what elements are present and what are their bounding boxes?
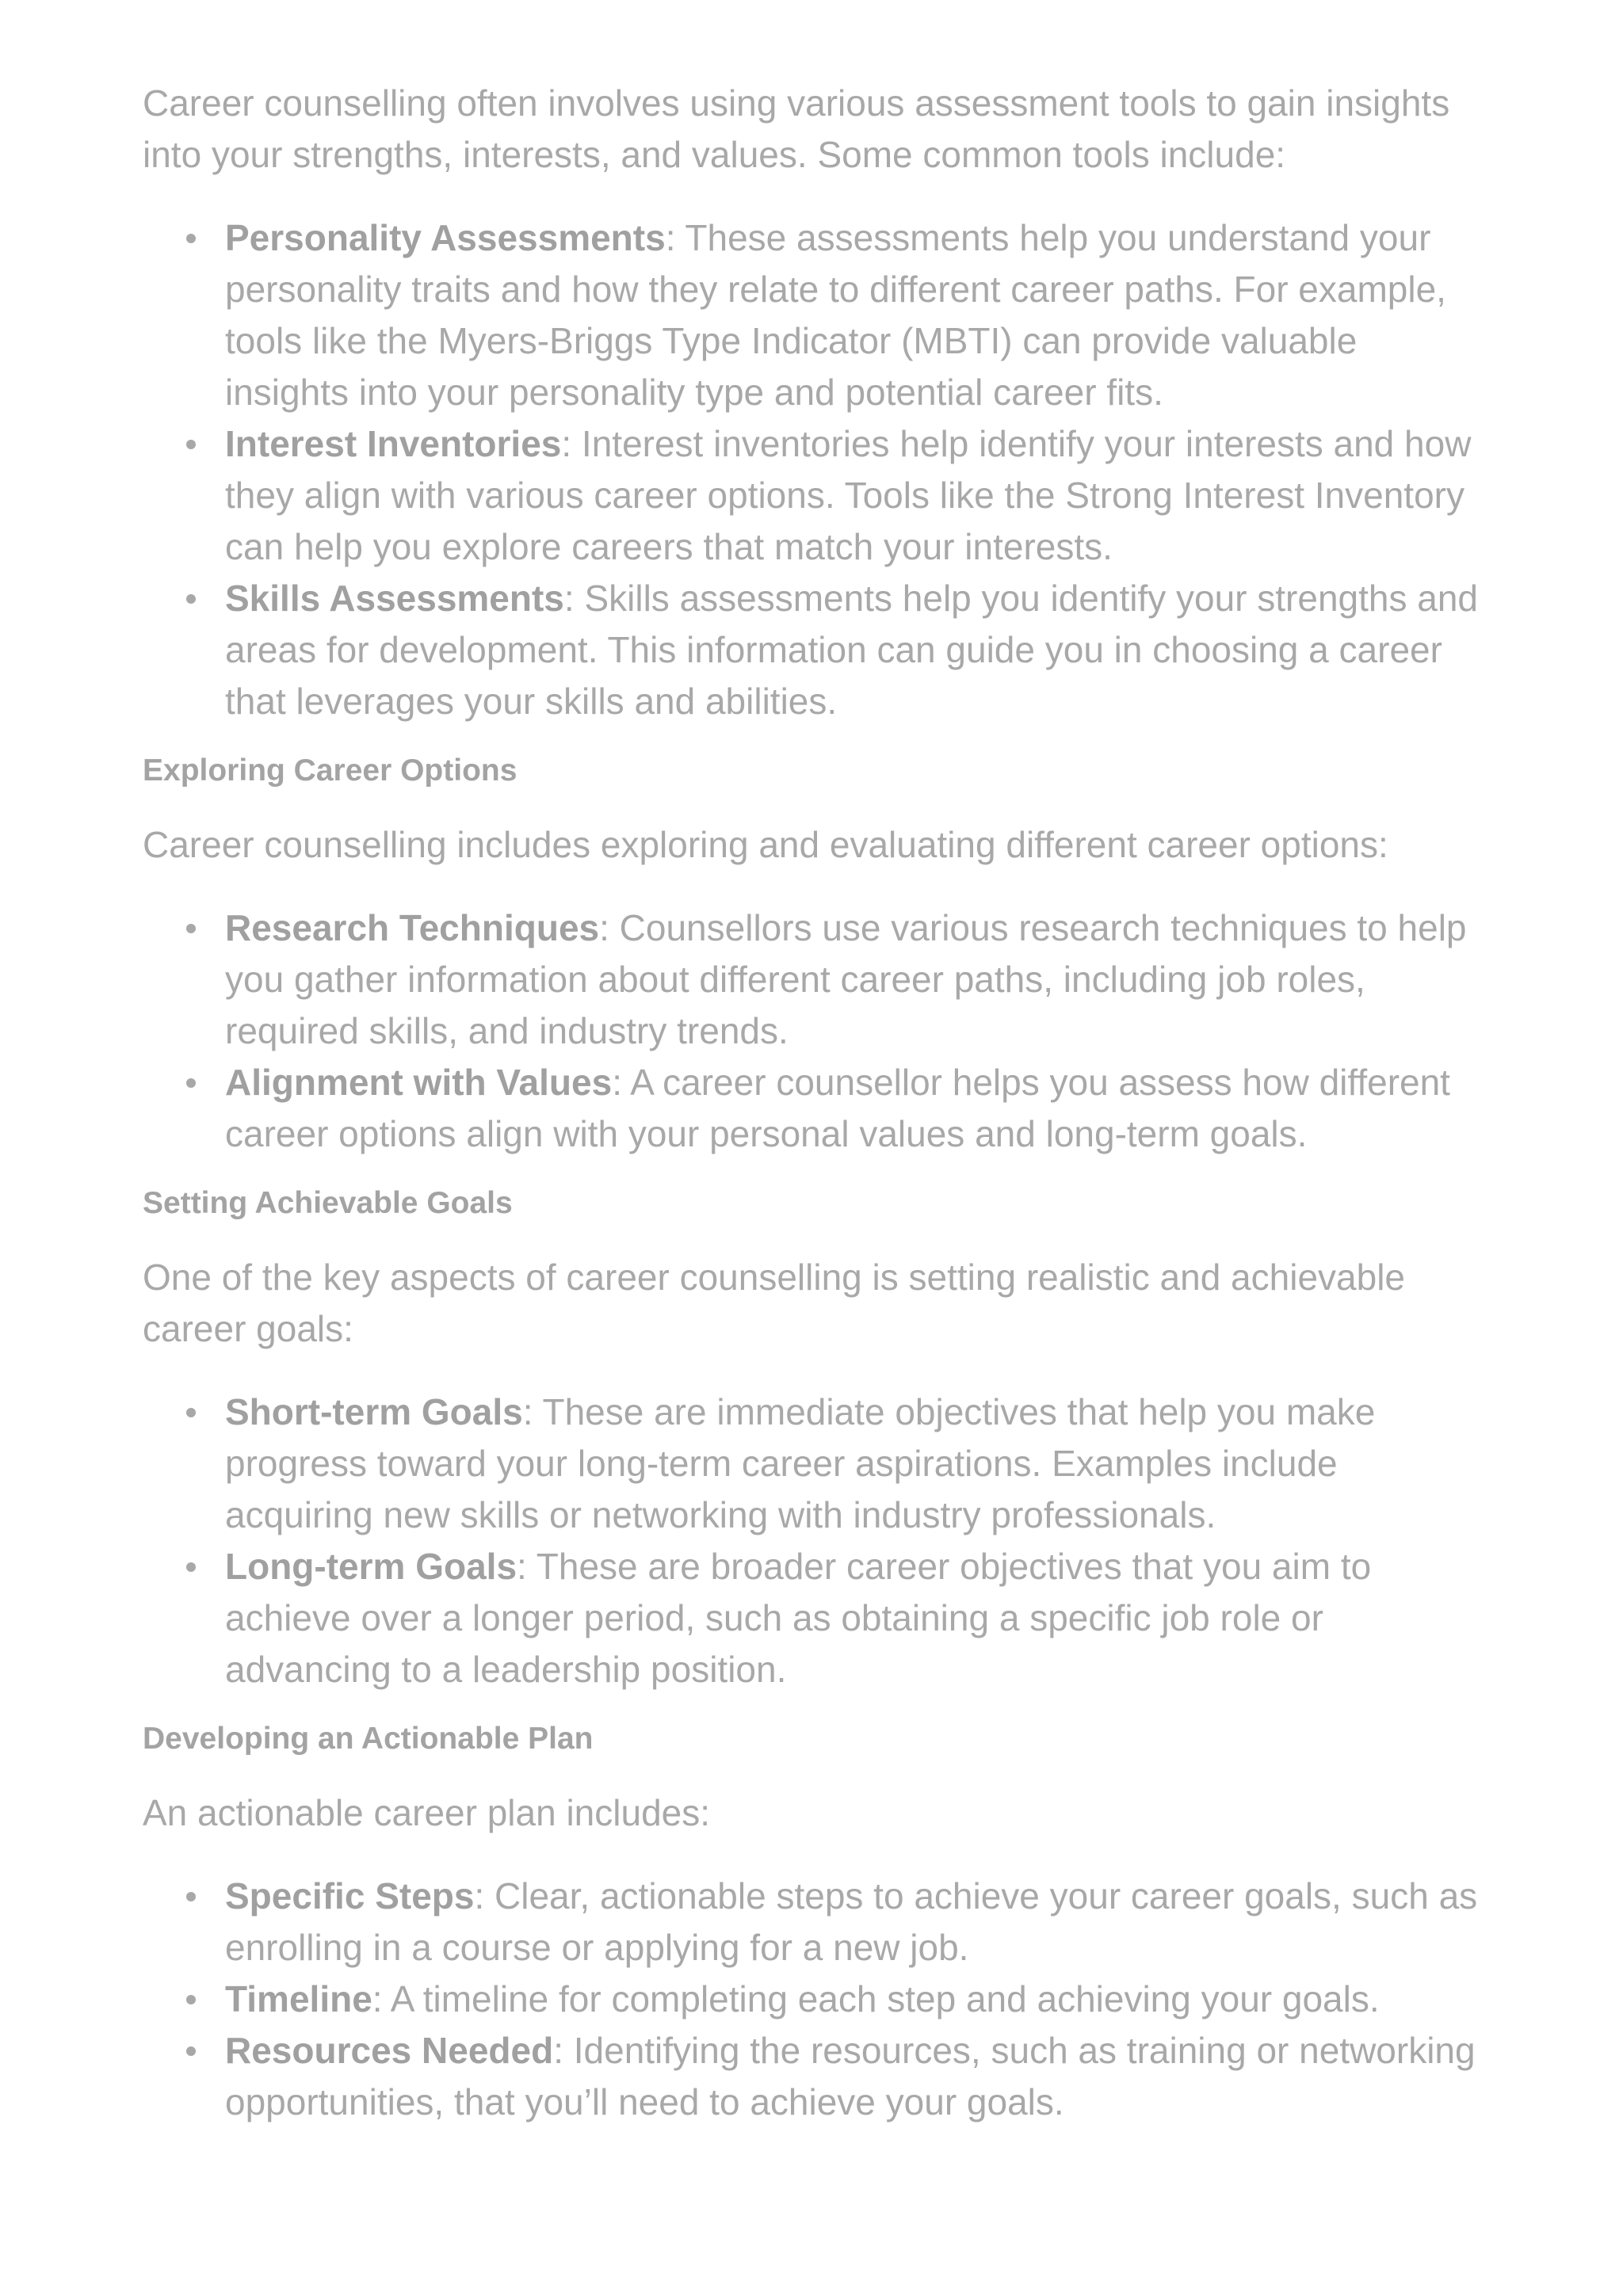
bullet-icon (186, 440, 196, 449)
list-item-desc: : These are broader career objectives that you aim to achieve over a longer period, such as obtaining a specific job role or advancing to a leadership position. (225, 1546, 1372, 1690)
exploring-list (143, 902, 1490, 1160)
list-item-term: Short-term Goals (225, 1391, 523, 1432)
list-item-desc: : Skills assessments help you identify your strengths and areas for development. This information can guide you in choosing a career that leverages your skills and abilities. (225, 578, 1479, 722)
list-item (143, 2025, 1490, 2128)
bullet-icon (186, 234, 196, 243)
list-item-term: Alignment with Values (225, 1062, 613, 1103)
plan-intro: An actionable career plan includes: (143, 1792, 711, 1833)
section-heading-goals: Setting Achievable Goals (143, 1186, 513, 1220)
list-item (143, 1871, 1490, 1974)
list-item-desc: : Clear, actionable steps to achieve your career goals, such as enrolling in a course or applying for a new job. (225, 1875, 1478, 1968)
list-item-term: Skills Assessments (225, 578, 564, 619)
list-item (143, 1541, 1490, 1695)
bullet-icon (186, 2046, 196, 2056)
bullet-icon (186, 1408, 196, 1417)
document-page (143, 78, 1490, 2152)
list-item-desc: : A career counsellor helps you assess how different career options align with your personal values and long-term goals. (225, 1062, 1450, 1154)
section-heading-plan: Developing an Actionable Plan (143, 1722, 594, 1756)
list-item-desc: : These assessments help you understand your personality traits and how they relate to different career paths. For example, tools like the Myers-Briggs Type Indicator (MBTI) can provide valuable insights into your personality type and potential career fits. (225, 217, 1446, 413)
list-item-term: Resources Needed (225, 2030, 554, 2071)
list-item (143, 1974, 1490, 2025)
list-item-term: Research Techniques (225, 907, 600, 948)
list-item-term: Personality Assessments (225, 217, 666, 258)
bullet-icon (186, 1995, 196, 2004)
list-item-term: Timeline (225, 1978, 372, 2019)
exploring-intro: Career counselling includes exploring and evaluating different career options: (143, 824, 1388, 865)
section-heading-exploring: Exploring Career Options (143, 753, 517, 788)
list-item (143, 1386, 1490, 1541)
list-item-desc: : Identifying the resources, such as training or networking opportunities, that you’ll need to achieve your goals. (225, 2030, 1476, 2122)
goals-intro: One of the key aspects of career counselling is setting realistic and achievable career goals: (143, 1257, 1405, 1349)
bullet-icon (186, 1078, 196, 1088)
bullet-icon (186, 1562, 196, 1572)
list-item (143, 212, 1490, 418)
list-item (143, 902, 1490, 1057)
assessment-tools-list (143, 212, 1490, 727)
list-item-desc: : These are immediate objectives that help you make progress toward your long-term career aspirations. Examples include acquiring new skills or networking with industry professionals. (225, 1391, 1376, 1535)
list-item-desc: : Counsellors use various research techniques to help you gather information about different career paths, including job roles, required skills, and industry trends. (225, 907, 1467, 1051)
list-item-term: Interest Inventories (225, 423, 562, 464)
plan-list (143, 1871, 1490, 2128)
bullet-icon (186, 924, 196, 933)
goals-list (143, 1386, 1490, 1695)
list-item (143, 1057, 1490, 1160)
list-item (143, 418, 1490, 573)
list-item-desc: : Interest inventories help identify your interests and how they align with various career options. Tools like the Strong Interest Inventory can help you explore careers that match your interests. (225, 423, 1472, 567)
intro-paragraph: Career counselling often involves using various assessment tools to gain insights into your strengths, interests, and values. Some common tools include: (143, 82, 1450, 175)
bullet-icon (186, 1892, 196, 1901)
list-item-term: Long-term Goals (225, 1546, 517, 1587)
list-item (143, 573, 1490, 727)
list-item-desc: : A timeline for completing each step and achieving your goals. (372, 1978, 1380, 2019)
list-item-term: Specific Steps (225, 1875, 475, 1917)
bullet-icon (186, 594, 196, 604)
